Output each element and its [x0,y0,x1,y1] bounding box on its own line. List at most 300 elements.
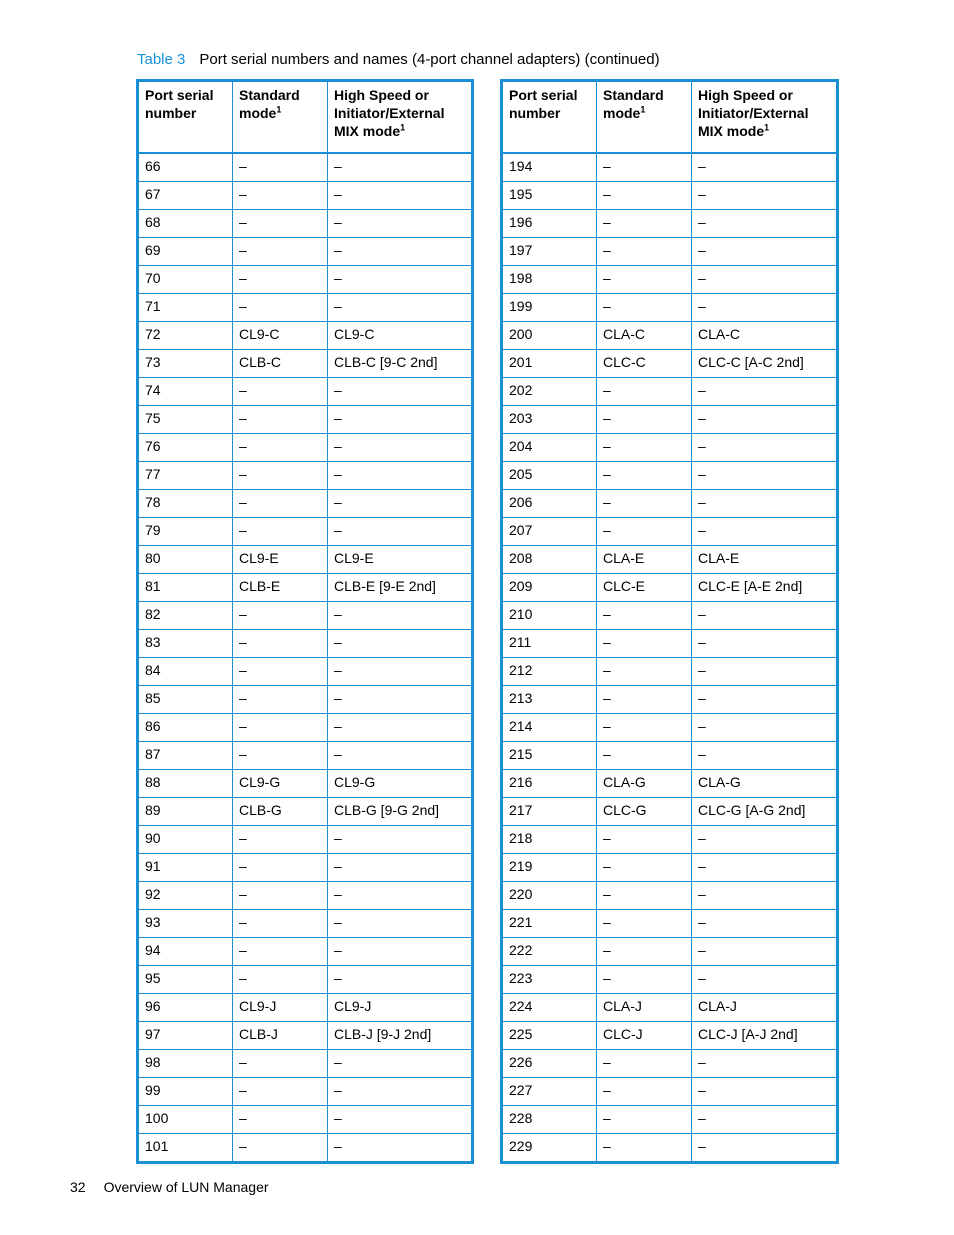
table-row [502,1134,838,1163]
cell-standard-mode: – [233,910,328,938]
table-row [138,153,473,182]
cell-high-speed-mode: – [692,1106,838,1134]
cell-port-serial-number: 71 [138,294,233,322]
cell-port-serial-number: 70 [138,266,233,294]
cell-standard-mode: – [597,518,692,546]
footnote-marker: 1 [400,122,406,133]
cell-port-serial-number: 88 [138,770,233,798]
cell-standard-mode: CLB-C [233,350,328,378]
cell-port-serial-number: 92 [138,882,233,910]
table-row [502,238,838,266]
table-row [502,378,838,406]
cell-standard-mode: – [233,966,328,994]
table-caption-text: Port serial numbers and names (4-port channel adapters) (continued) [199,51,660,68]
cell-port-serial-number: 218 [502,826,597,854]
cell-standard-mode: – [233,630,328,658]
table-row [502,882,838,910]
cell-high-speed-mode: CLA-J [692,994,838,1022]
cell-port-serial-number: 222 [502,938,597,966]
port-table-left-body [138,153,473,1163]
table-header-row [502,81,838,154]
cell-port-serial-number: 79 [138,518,233,546]
cell-standard-mode: – [233,854,328,882]
cell-standard-mode: – [597,910,692,938]
cell-high-speed-mode: – [328,182,473,210]
table-row [502,1022,838,1050]
header-standard-mode: Standard mode$^1$ [233,81,328,154]
table-row [502,938,838,966]
cell-standard-mode: – [233,686,328,714]
cell-standard-mode: – [233,714,328,742]
table-row [502,210,838,238]
table-row [138,630,473,658]
cell-high-speed-mode: – [692,686,838,714]
table-row [138,294,473,322]
cell-port-serial-number: 76 [138,434,233,462]
table-row [502,994,838,1022]
cell-port-serial-number: 195 [502,182,597,210]
cell-standard-mode: CLA-J [597,994,692,1022]
table-row [138,910,473,938]
cell-port-serial-number: 207 [502,518,597,546]
cell-high-speed-mode: CLA-E [692,546,838,574]
cell-high-speed-mode: CLB-J [9-J 2nd] [328,1022,473,1050]
cell-port-serial-number: 85 [138,686,233,714]
table-row [138,742,473,770]
table-row [138,658,473,686]
cell-high-speed-mode: – [692,602,838,630]
page-footer [70,1179,269,1195]
table-row [502,686,838,714]
cell-high-speed-mode: – [328,910,473,938]
cell-standard-mode: – [597,686,692,714]
table-row [502,714,838,742]
table-row [138,826,473,854]
table-row [138,350,473,378]
cell-high-speed-mode: CL9-C [328,322,473,350]
cell-standard-mode: – [597,966,692,994]
table-row [138,238,473,266]
cell-high-speed-mode: – [328,854,473,882]
cell-port-serial-number: 205 [502,462,597,490]
table-row [138,378,473,406]
cell-high-speed-mode: – [692,630,838,658]
cell-port-serial-number: 219 [502,854,597,882]
cell-standard-mode: – [597,854,692,882]
table-row [138,182,473,210]
table-row [138,1050,473,1078]
cell-standard-mode: CLA-G [597,770,692,798]
cell-port-serial-number: 224 [502,994,597,1022]
cell-standard-mode: – [597,742,692,770]
cell-port-serial-number: 80 [138,546,233,574]
cell-standard-mode: – [233,882,328,910]
cell-standard-mode: – [597,826,692,854]
table-row [138,1106,473,1134]
cell-port-serial-number: 98 [138,1050,233,1078]
cell-standard-mode: – [597,266,692,294]
table-row [138,938,473,966]
cell-high-speed-mode: – [328,434,473,462]
cell-port-serial-number: 228 [502,1106,597,1134]
cell-standard-mode: – [233,518,328,546]
cell-port-serial-number: 196 [502,210,597,238]
cell-standard-mode: CL9-G [233,770,328,798]
table-row [138,686,473,714]
table-header-row [138,81,473,154]
cell-standard-mode: CL9-C [233,322,328,350]
cell-port-serial-number: 194 [502,153,597,182]
table-row [502,462,838,490]
cell-high-speed-mode: CLB-C [9-C 2nd] [328,350,473,378]
cell-high-speed-mode: – [692,742,838,770]
table-row [502,1078,838,1106]
cell-standard-mode: – [597,882,692,910]
cell-port-serial-number: 208 [502,546,597,574]
cell-port-serial-number: 77 [138,462,233,490]
cell-port-serial-number: 72 [138,322,233,350]
cell-standard-mode: – [597,378,692,406]
cell-standard-mode: CL9-E [233,546,328,574]
cell-high-speed-mode: – [692,406,838,434]
table-caption [137,50,660,70]
table-row [138,714,473,742]
cell-high-speed-mode: – [328,518,473,546]
table-row [502,182,838,210]
table-row [502,322,838,350]
cell-high-speed-mode: – [328,1134,473,1163]
cell-port-serial-number: 91 [138,854,233,882]
cell-port-serial-number: 216 [502,770,597,798]
cell-port-serial-number: 69 [138,238,233,266]
cell-high-speed-mode: – [692,490,838,518]
table-row [138,462,473,490]
table-row [502,406,838,434]
cell-standard-mode: – [233,490,328,518]
table-row [138,1078,473,1106]
footnote-marker: 1 [640,104,646,115]
cell-port-serial-number: 101 [138,1134,233,1163]
cell-high-speed-mode: – [692,938,838,966]
cell-port-serial-number: 201 [502,350,597,378]
cell-standard-mode: CLB-E [233,574,328,602]
cell-standard-mode: – [597,238,692,266]
cell-standard-mode: – [233,462,328,490]
cell-high-speed-mode: CL9-G [328,770,473,798]
cell-port-serial-number: 86 [138,714,233,742]
cell-high-speed-mode: – [692,854,838,882]
cell-port-serial-number: 212 [502,658,597,686]
cell-port-serial-number: 99 [138,1078,233,1106]
cell-port-serial-number: 68 [138,210,233,238]
cell-high-speed-mode: – [328,966,473,994]
cell-port-serial-number: 229 [502,1134,597,1163]
port-table-left [136,79,474,1164]
table-row [138,966,473,994]
table-row [502,574,838,602]
cell-port-serial-number: 78 [138,490,233,518]
cell-standard-mode: – [233,658,328,686]
cell-standard-mode: – [233,406,328,434]
cell-high-speed-mode: – [692,910,838,938]
cell-port-serial-number: 87 [138,742,233,770]
cell-port-serial-number: 90 [138,826,233,854]
cell-port-serial-number: 73 [138,350,233,378]
table-row [502,826,838,854]
cell-port-serial-number: 84 [138,658,233,686]
cell-standard-mode: CLB-G [233,798,328,826]
cell-port-serial-number: 83 [138,630,233,658]
cell-high-speed-mode: – [328,938,473,966]
cell-high-speed-mode: – [328,826,473,854]
cell-standard-mode: – [233,153,328,182]
cell-standard-mode: – [233,1134,328,1163]
cell-standard-mode: – [597,462,692,490]
table-row [502,350,838,378]
cell-port-serial-number: 206 [502,490,597,518]
table-row [502,434,838,462]
cell-port-serial-number: 75 [138,406,233,434]
table-row [502,153,838,182]
cell-port-serial-number: 220 [502,882,597,910]
cell-standard-mode: – [597,1106,692,1134]
cell-standard-mode: – [233,1050,328,1078]
cell-standard-mode: – [233,742,328,770]
cell-high-speed-mode: – [692,294,838,322]
cell-high-speed-mode: – [328,1106,473,1134]
cell-standard-mode: – [233,182,328,210]
cell-high-speed-mode: – [692,826,838,854]
header-port-serial-number: Port serial number [138,81,233,154]
cell-standard-mode: CLA-C [597,322,692,350]
cell-high-speed-mode: – [328,630,473,658]
cell-standard-mode: CL9-J [233,994,328,1022]
cell-high-speed-mode: – [692,153,838,182]
cell-standard-mode: – [233,602,328,630]
cell-high-speed-mode: – [328,686,473,714]
cell-port-serial-number: 198 [502,266,597,294]
header-high-speed-mode: High Speed or Initiator/External MIX mode$^1$ [328,81,473,154]
table-row [502,770,838,798]
table-row [138,602,473,630]
cell-standard-mode: – [597,153,692,182]
cell-high-speed-mode: – [328,490,473,518]
cell-standard-mode: – [233,238,328,266]
cell-port-serial-number: 214 [502,714,597,742]
cell-standard-mode: – [233,294,328,322]
cell-high-speed-mode: CL9-J [328,994,473,1022]
table-row [138,546,473,574]
cell-standard-mode: – [597,602,692,630]
cell-high-speed-mode: – [328,462,473,490]
table-row [138,994,473,1022]
cell-high-speed-mode: – [328,153,473,182]
cell-high-speed-mode: – [328,238,473,266]
cell-high-speed-mode: – [328,742,473,770]
header-high-speed-mode: High Speed or Initiator/External MIX mode$^1$ [692,81,838,154]
cell-high-speed-mode: – [692,658,838,686]
cell-high-speed-mode: – [328,1050,473,1078]
cell-high-speed-mode: – [692,518,838,546]
footnote-marker: 1 [276,104,282,115]
cell-port-serial-number: 226 [502,1050,597,1078]
cell-port-serial-number: 223 [502,966,597,994]
cell-standard-mode: – [233,826,328,854]
cell-standard-mode: – [233,434,328,462]
cell-standard-mode: – [597,490,692,518]
cell-high-speed-mode: – [328,658,473,686]
port-table-right [500,79,839,1164]
cell-port-serial-number: 210 [502,602,597,630]
cell-high-speed-mode: – [692,266,838,294]
cell-port-serial-number: 221 [502,910,597,938]
cell-high-speed-mode: – [328,406,473,434]
cell-high-speed-mode: CLC-G [A-G 2nd] [692,798,838,826]
table-row [502,798,838,826]
cell-high-speed-mode: CLA-C [692,322,838,350]
cell-high-speed-mode: – [692,882,838,910]
cell-standard-mode: – [233,378,328,406]
cell-port-serial-number: 211 [502,630,597,658]
cell-high-speed-mode: – [692,1078,838,1106]
cell-port-serial-number: 81 [138,574,233,602]
table-row [138,518,473,546]
cell-port-serial-number: 74 [138,378,233,406]
cell-standard-mode: – [233,1078,328,1106]
cell-high-speed-mode: – [692,434,838,462]
cell-high-speed-mode: CLC-E [A-E 2nd] [692,574,838,602]
table-row [138,882,473,910]
cell-standard-mode: – [597,406,692,434]
cell-high-speed-mode: – [328,714,473,742]
cell-high-speed-mode: – [328,882,473,910]
cell-high-speed-mode: – [328,294,473,322]
cell-port-serial-number: 97 [138,1022,233,1050]
table-row [502,966,838,994]
cell-port-serial-number: 93 [138,910,233,938]
table-row [138,770,473,798]
footer-section-title: Overview of LUN Manager [103,1179,269,1195]
cell-port-serial-number: 66 [138,153,233,182]
cell-high-speed-mode: CLC-J [A-J 2nd] [692,1022,838,1050]
cell-standard-mode: – [233,1106,328,1134]
cell-standard-mode: – [597,938,692,966]
cell-standard-mode: – [597,658,692,686]
cell-port-serial-number: 202 [502,378,597,406]
cell-port-serial-number: 94 [138,938,233,966]
table-row [502,546,838,574]
cell-high-speed-mode: – [692,966,838,994]
cell-high-speed-mode: CLB-E [9-E 2nd] [328,574,473,602]
table-row [138,854,473,882]
table-row [502,602,838,630]
cell-high-speed-mode: – [692,1050,838,1078]
cell-port-serial-number: 204 [502,434,597,462]
cell-port-serial-number: 199 [502,294,597,322]
table-row [502,910,838,938]
cell-high-speed-mode: – [692,462,838,490]
cell-high-speed-mode: – [692,1134,838,1163]
cell-high-speed-mode: – [692,182,838,210]
cell-standard-mode: – [597,182,692,210]
table-row [502,518,838,546]
cell-high-speed-mode: – [328,602,473,630]
cell-standard-mode: – [233,210,328,238]
cell-standard-mode: CLC-J [597,1022,692,1050]
table-row [502,854,838,882]
cell-standard-mode: CLC-C [597,350,692,378]
cell-port-serial-number: 67 [138,182,233,210]
cell-high-speed-mode: – [692,378,838,406]
cell-high-speed-mode: – [328,266,473,294]
table-row [502,490,838,518]
table-row [502,658,838,686]
cell-high-speed-mode: CLA-G [692,770,838,798]
cell-standard-mode: CLC-E [597,574,692,602]
page-number: 32 [70,1179,86,1195]
cell-high-speed-mode: – [328,1078,473,1106]
header-standard-mode: Standard mode$^1$ [597,81,692,154]
table-row [138,574,473,602]
table-row [138,490,473,518]
table-row [138,1022,473,1050]
table-caption-label: Table 3 [137,51,186,68]
footnote-marker: 1 [764,122,770,133]
cell-standard-mode: CLA-E [597,546,692,574]
cell-port-serial-number: 96 [138,994,233,1022]
table-row [138,798,473,826]
table-row [138,210,473,238]
cell-port-serial-number: 82 [138,602,233,630]
cell-standard-mode: CLB-J [233,1022,328,1050]
cell-port-serial-number: 100 [138,1106,233,1134]
cell-standard-mode: – [597,714,692,742]
cell-standard-mode: – [597,210,692,238]
table-row [138,266,473,294]
cell-port-serial-number: 225 [502,1022,597,1050]
cell-port-serial-number: 203 [502,406,597,434]
cell-high-speed-mode: CLB-G [9-G 2nd] [328,798,473,826]
cell-port-serial-number: 217 [502,798,597,826]
cell-port-serial-number: 215 [502,742,597,770]
cell-standard-mode: – [597,1134,692,1163]
cell-high-speed-mode: – [692,210,838,238]
table-row [138,322,473,350]
cell-standard-mode: CLC-G [597,798,692,826]
cell-standard-mode: – [597,630,692,658]
cell-high-speed-mode: – [328,378,473,406]
table-row [138,406,473,434]
table-row [502,1050,838,1078]
cell-standard-mode: – [597,434,692,462]
cell-high-speed-mode: – [692,238,838,266]
cell-port-serial-number: 213 [502,686,597,714]
port-table-right-body [502,153,838,1163]
table-row [502,1106,838,1134]
table-row [502,266,838,294]
cell-high-speed-mode: CLC-C [A-C 2nd] [692,350,838,378]
header-port-serial-number: Port serial number [502,81,597,154]
cell-port-serial-number: 197 [502,238,597,266]
table-row [502,742,838,770]
cell-port-serial-number: 227 [502,1078,597,1106]
cell-high-speed-mode: CL9-E [328,546,473,574]
cell-port-serial-number: 89 [138,798,233,826]
cell-high-speed-mode: – [692,714,838,742]
cell-standard-mode: – [597,1078,692,1106]
cell-high-speed-mode: – [328,210,473,238]
cell-standard-mode: – [597,1050,692,1078]
